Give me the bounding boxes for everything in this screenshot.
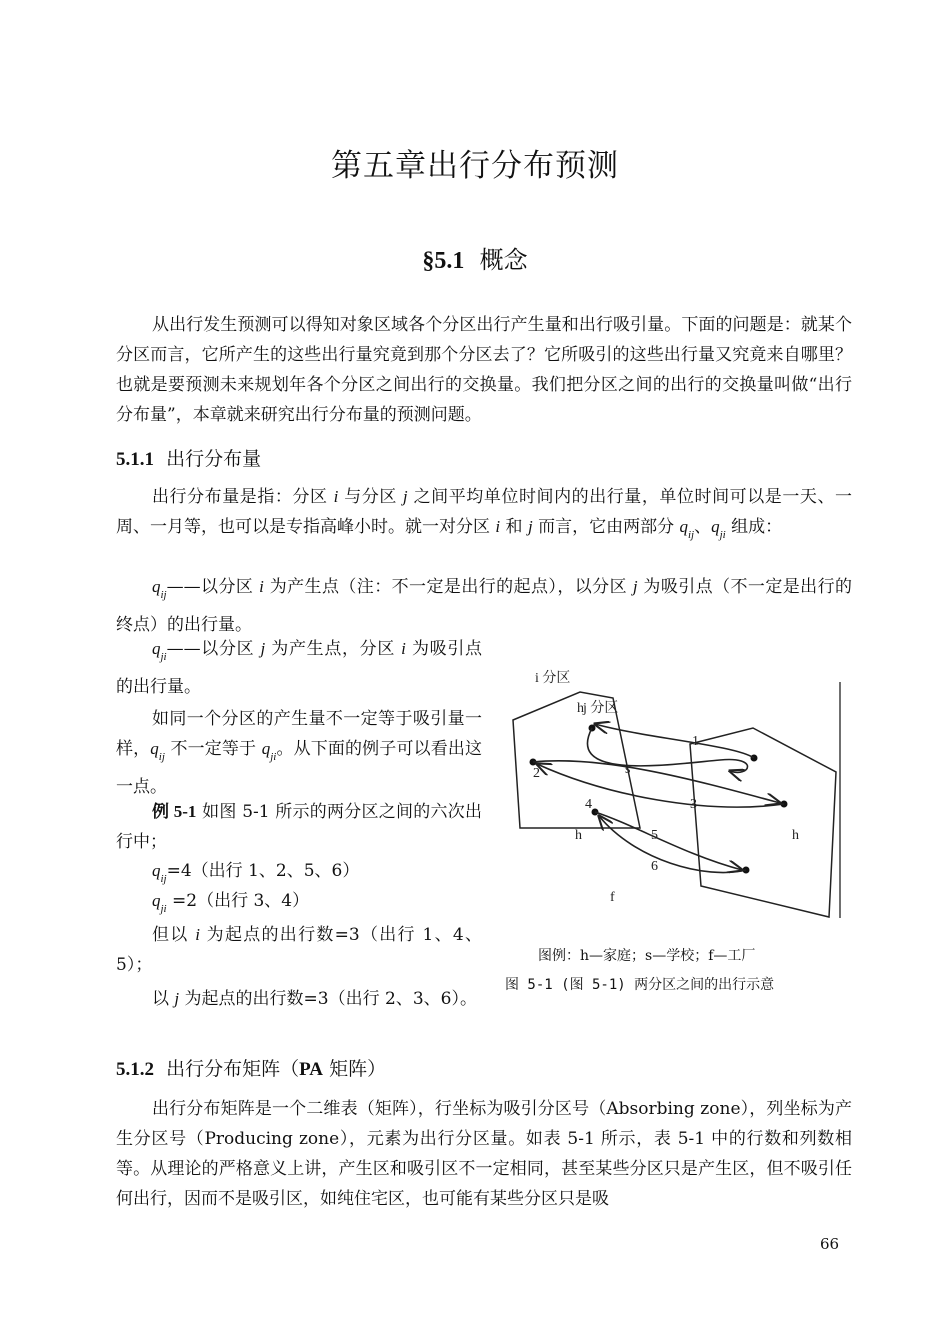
label-trip-3: 3 <box>690 797 697 812</box>
subsection-title: 出行分布量 <box>166 448 262 470</box>
figure-legend: 图例：h—家庭；s—学校；f—工厂 <box>538 948 756 964</box>
subsection-number: 5.1.2 <box>116 1059 154 1080</box>
trip-2-path <box>533 761 780 803</box>
qji-value: $q_{ji} =2$（出行 3、4） <box>152 891 310 915</box>
label-h-left: h <box>575 828 582 843</box>
qji-definition: $q_{ji}——$以分区 j 为产生点，分区 i 为吸引点的出行量。 <box>116 639 483 697</box>
section-name: 概念 <box>479 246 528 274</box>
zone-j-label: j 分区 <box>583 701 619 716</box>
trip-diagram-svg <box>505 660 850 925</box>
origin-j-line: 以 j 为起点的出行数=3（出行 2、3、6）。 <box>152 989 477 1009</box>
label-h-top: h <box>577 701 584 716</box>
section-title <box>0 240 950 275</box>
label-s: s <box>625 762 631 777</box>
qij-definition: $q_{ij}——$以分区 i 为产生点（注：不一定是出行的起点），以分区 j 为吸引点（不一定是出行的终点）的出行量。 <box>116 577 853 635</box>
label-trip-4: 4 <box>585 797 592 812</box>
origin-i-paragraph: 但以 i 为起点的出行数=3（出行 1、4、5）； <box>116 925 482 975</box>
trip-3-path <box>537 764 784 807</box>
example-paragraph: 例 5-1 如图 5-1 所示的两分区之间的六次出行中； <box>116 802 482 852</box>
trip-5-path <box>595 812 742 870</box>
trip-1-return <box>595 724 754 758</box>
trip-diagram <box>505 660 850 929</box>
section-number: §5.1 <box>422 248 465 274</box>
zone-i-label: i 分区 <box>535 671 571 686</box>
subsection-heading-2: 5.1.2 出行分布矩阵（PA 矩阵） <box>116 1058 387 1080</box>
subsection-number: 5.1.1 <box>116 449 154 470</box>
label-trip-2: 2 <box>533 766 540 781</box>
definition-paragraph: 出行分布量是指：分区 i 与分区 j 之间平均单位时间内的出行量，单位时间可以是一天、一周、一月等，也可以是专指高峰小时。就一对分区 i 和 j 而言，它由两部分 $q_{ij}$、$q_{ji}$ 组成： <box>116 487 853 541</box>
page-number: 66 <box>820 1235 840 1253</box>
intro-paragraph: 从出行发生预测可以得知对象区域各个分区出行产生量和出行吸引量。下面的问题是：就某个分区而言，它所产生的这些出行量究竟到那个分区去了？它所吸引的这些出行量又究竟来自哪里？也就是要预测未来规划年各个分区之间出行的交换量。我们把分区之间的出行的交换量叫做“出行分布量”，本章就来研究出行分布量的预测问题。 <box>116 315 852 425</box>
label-trip-6: 6 <box>651 859 658 874</box>
example-label: 例 5-1 <box>152 802 197 821</box>
comparison-paragraph: 如同一个分区的产生量不一定等于吸引量一样，$q_{ij}$ 不一定等于 $q_{ji}$。从下面的例子可以看出这一点。 <box>116 709 483 797</box>
qij-value: $q_{ij}=4$（出行 1、2、5、6） <box>152 861 360 885</box>
label-trip-1: 1 <box>692 734 699 749</box>
chapter-title: 第五章出行分布预测 <box>331 148 619 184</box>
trip-1-path <box>587 728 747 772</box>
matrix-paragraph: 出行分布矩阵是一个二维表（矩阵），行坐标为吸引分区号（Absorbing zone），列坐标为产生分区号（Producing zone），元素为出行分区量。如表 5-1 所示，表 5-1 中的行数和列数相等。从理论的严格意义上讲，产生区和吸引区不一定相同，甚至某些分区只是产生区，但不吸引任何出行，因而不是吸引区，如纯住宅区，也可能有某些分区只是吸 <box>116 1099 852 1209</box>
label-f: f <box>610 890 615 905</box>
subsection-heading-1 <box>116 444 261 471</box>
label-h-right: h <box>792 828 799 843</box>
zone-j-boundary <box>690 728 836 917</box>
label-trip-5: 5 <box>651 828 658 843</box>
figure-caption: 图 5-1 (图 5-1) 两分区之间的出行示意 <box>505 977 775 993</box>
